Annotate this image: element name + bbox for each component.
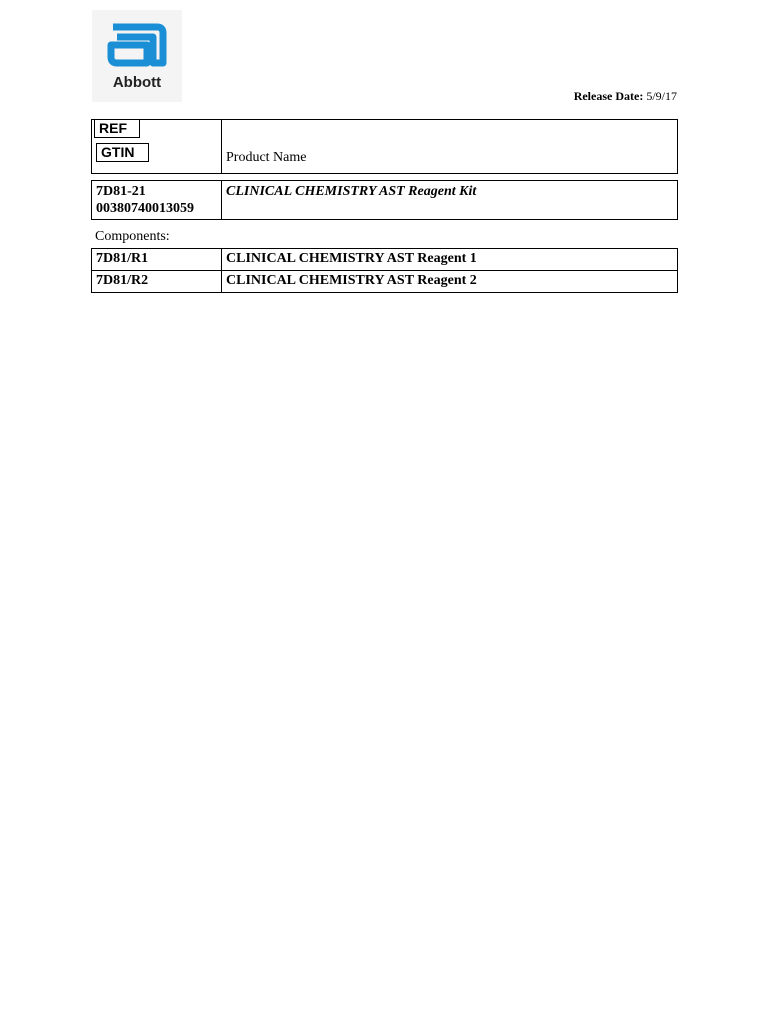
- kit-codes: [92, 181, 222, 220]
- release-date: [574, 89, 677, 104]
- components-label: Components:: [95, 229, 170, 244]
- components-table: [91, 248, 678, 293]
- table-row: [92, 181, 678, 220]
- table-row: [92, 120, 678, 174]
- component-name: CLINICAL CHEMISTRY AST Reagent 1: [222, 249, 678, 271]
- gtin-symbol: GTIN: [96, 143, 149, 162]
- kit-table: [91, 180, 678, 220]
- abbott-logo: [92, 10, 182, 102]
- logo-text: Abbott: [112, 74, 162, 91]
- component-ref: 7D81/R2: [92, 271, 222, 293]
- symbol-cell: [92, 120, 222, 174]
- release-date-value: 5/9/17: [646, 89, 677, 103]
- product-name-label: Product Name: [222, 120, 678, 174]
- kit-ref: 7D81-21: [96, 184, 146, 199]
- component-name: CLINICAL CHEMISTRY AST Reagent 2: [222, 271, 678, 293]
- header-table: [91, 119, 678, 174]
- table-row: [92, 249, 678, 271]
- ref-symbol: REF: [94, 120, 140, 138]
- table-row: [92, 271, 678, 293]
- kit-gtin: 00380740013059: [96, 201, 194, 216]
- kit-name: CLINICAL CHEMISTRY AST Reagent Kit: [222, 181, 678, 220]
- abbott-logo-icon: [107, 23, 167, 69]
- component-ref: 7D81/R1: [92, 249, 222, 271]
- release-date-label: Release Date:: [573, 89, 644, 103]
